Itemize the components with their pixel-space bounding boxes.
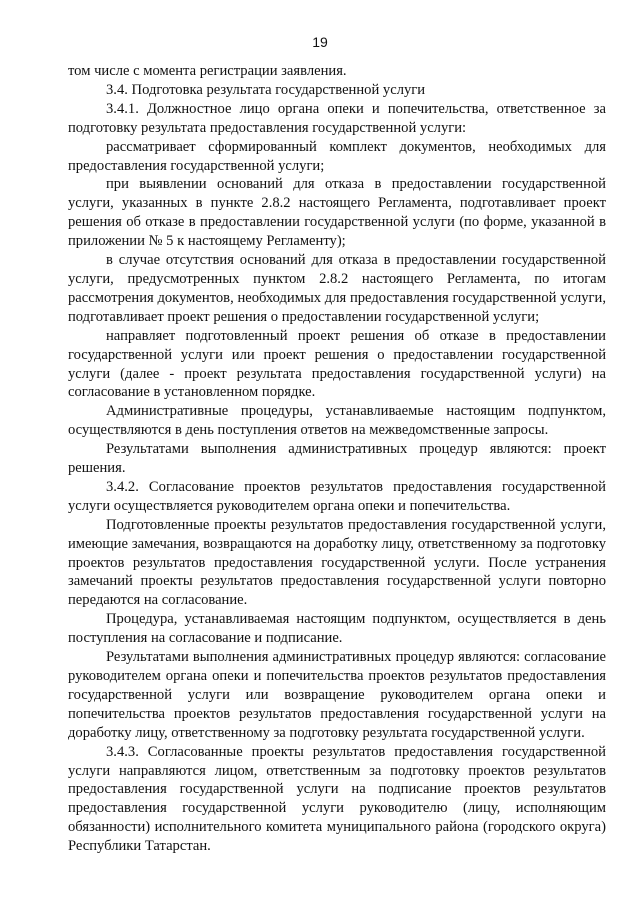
- paragraph-procedure-result: Результатами выполнения административных процедур являются: проект решения.: [68, 441, 606, 477]
- paragraph-send-for-approval: направляет подготовленный проект решения об отказе в предоставлении государственной услуги или проект решения о предоставлении государственной услуги (далее - проект результата предоставления государственной услуги) на согласование в установленном порядке.: [68, 327, 606, 401]
- paragraph-refusal-grounds: при выявлении оснований для отказа в предоставлении государственной услуги, указанных в пункте 2.8.2 настоящего Регламента, подготавливает проект решения об отказе в предоставлении государственной услуги (по форме, указанной в приложении № 5 к настоящему Регламенту);: [68, 176, 606, 250]
- section-heading-3-4: 3.4. Подготовка результата государственной услуги: [106, 81, 426, 98]
- document-body: [68, 62, 606, 856]
- paragraph-continuation: том числе с момента регистрации заявления.: [68, 63, 347, 79]
- paragraph-review-documents: рассматривает сформированный комплект документов, необходимых для предоставления государственной услуги;: [68, 138, 606, 174]
- paragraph-3-4-1: 3.4.1. Должностное лицо органа опеки и попечительства, ответственное за подготовку результата предоставления государственной услуги:: [68, 100, 606, 136]
- paragraph-3-4-3: 3.4.3. Согласованные проекты результатов предоставления государственной услуги направляются лицом, ответственным за подготовку проектов результатов предоставления государственной услуги на подписание проектов результатов предоставления государственной услуги руководителю (лицу, исполняющим обязанности) исполнительного комитета муниципального района (городского округа) Республики Татарстан.: [68, 743, 606, 855]
- paragraph-no-refusal-grounds: в случае отсутствия оснований для отказа в предоставлении государственной услуги, предусмотренных пунктом 2.8.2 настоящего Регламента, по итогам рассмотрения документов, необходимых для предоставления государственной услуги, подготавливает проект решения о предоставлении государственной услуги;: [68, 252, 606, 325]
- paragraph-3-4-2: 3.4.2. Согласование проектов результатов предоставления государственной услуги осуществляется руководителем органа опеки и попечительства.: [68, 478, 606, 514]
- paragraph-procedure-result-2: Результатами выполнения административных процедур являются: согласование руководителем органа опеки и попечительства проектов результатов предоставления государственной услуги или возвращение руководителем органа опеки и попечительства проектов результатов предоставления государственной услуги на доработку лицу, ответственному за подготовку результата государственной услуги.: [68, 649, 606, 741]
- paragraph-revision: Подготовленные проекты результатов предоставления государственной услуги, имеющие замечания, возвращаются на доработку лицу, ответственному за подготовку проектов результатов предоставления государственной услуги. После устранения замечаний проекты результатов предоставления государственной услуги повторно передаются на согласование.: [68, 516, 606, 609]
- page-number: 19: [312, 34, 328, 50]
- paragraph-procedure-timing-2: Процедура, устанавливаемая настоящим подпунктом, осуществляется в день поступления на согласование и подписание.: [68, 611, 606, 647]
- paragraph-procedure-timing: Административные процедуры, устанавливаемые настоящим подпунктом, осуществляются в день поступления ответов на межведомственные запросы.: [68, 403, 606, 439]
